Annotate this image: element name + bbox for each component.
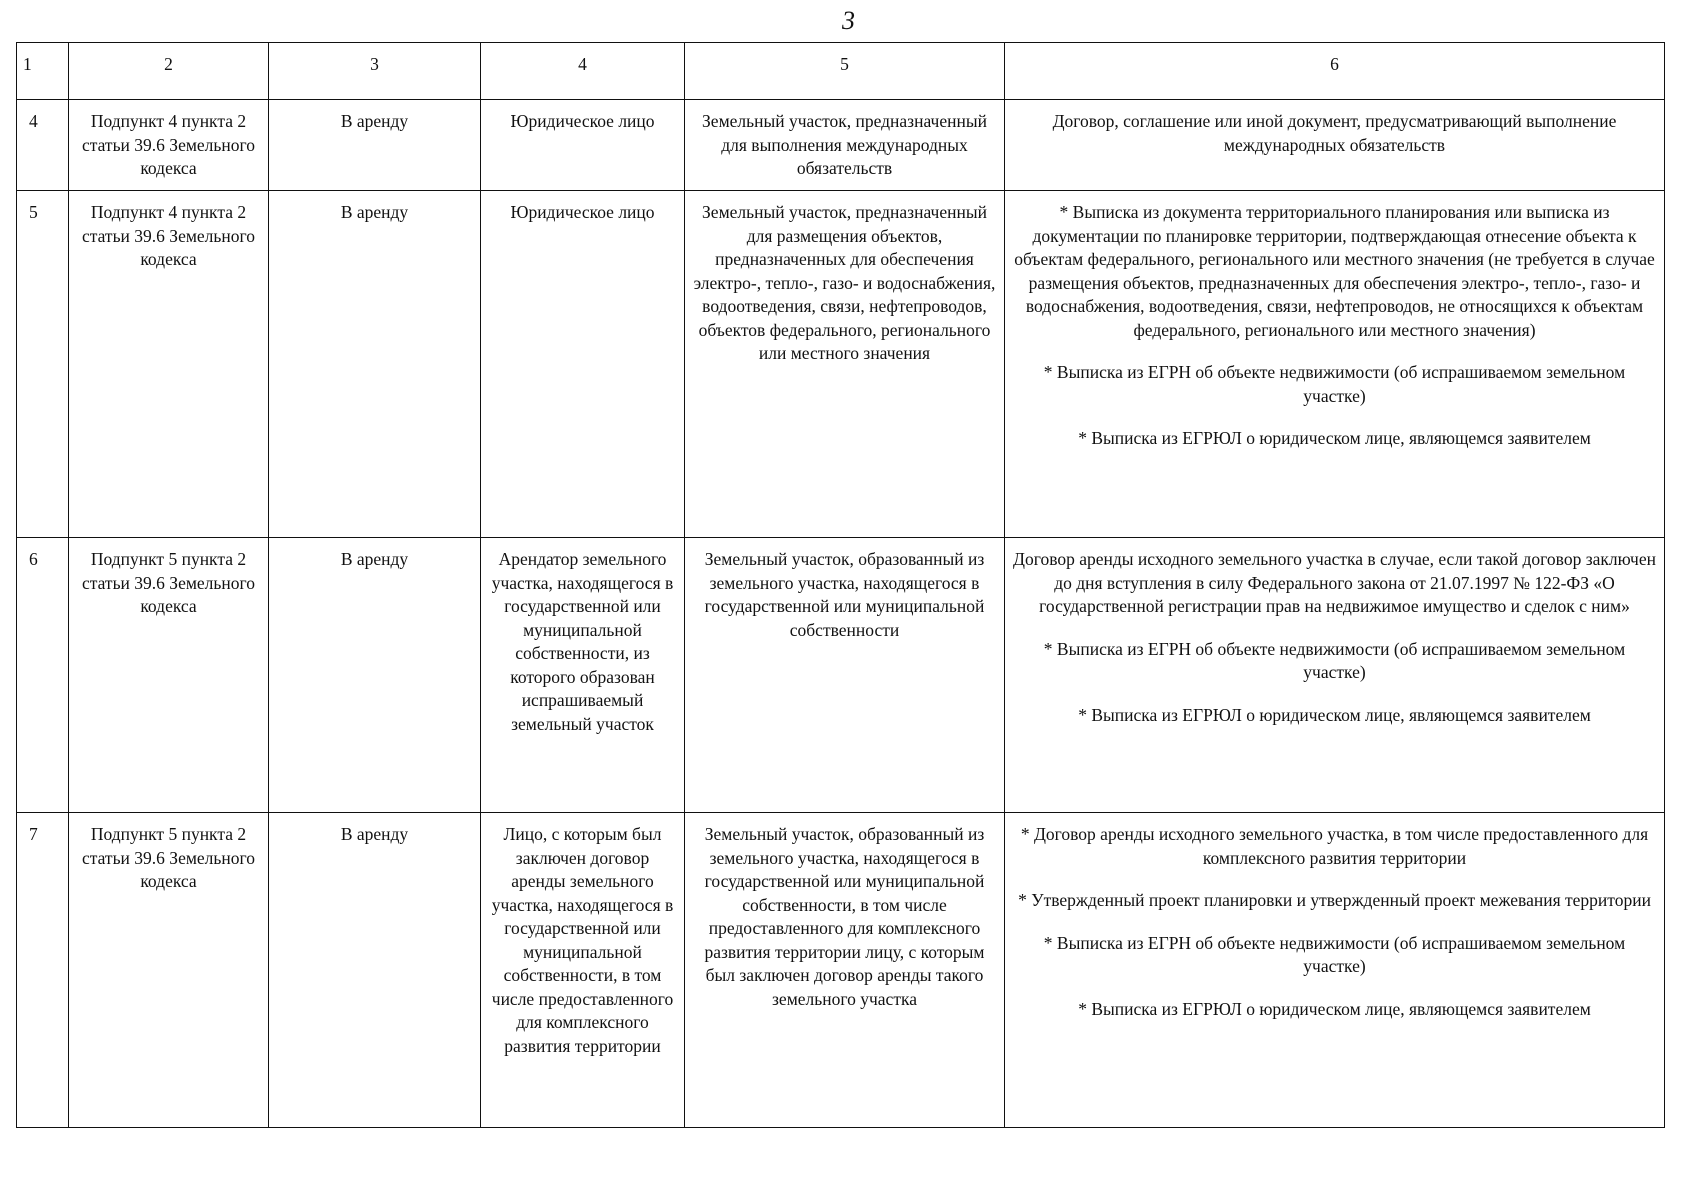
document-item: * Выписка из ЕГРЮЛ о юридическом лице, являющемся заявителем xyxy=(1078,704,1591,725)
land-plot-cell: Земельный участок, предназначенный для выполнения международных обязательств xyxy=(685,100,1005,191)
legal-basis-cell: Подпункт 5 пункта 2 статьи 39.6 Земельного кодекса xyxy=(69,538,269,813)
header-cell: 5 xyxy=(685,43,1005,100)
document-item: * Выписка из ЕГРН об объекте недвижимости (об испрашиваемом земельном участке) xyxy=(1043,362,1626,406)
document-table xyxy=(16,42,1665,1128)
document-item: Договор, соглашение или иной документ, предусматривающий выполнение международных обязательств xyxy=(1052,111,1617,155)
table-row xyxy=(17,813,1665,1128)
document-item: * Утвержденный проект планировки и утвержденный проект межевания территории xyxy=(1018,890,1651,910)
document-item: * Договор аренды исходного земельного участка, в том числе предоставленного для комплексного развития территории xyxy=(1020,824,1649,868)
page-number: 3 xyxy=(842,6,855,35)
land-plot-cell: Земельный участок, образованный из земельного участка, находящегося в государственной или муниципальной собственности, в том числе предоставленного для комплексного развития территории лицу, с которым был заключен договор аренды такого земельного участка xyxy=(685,813,1005,1128)
table-row xyxy=(17,191,1665,538)
documents-cell xyxy=(1005,191,1665,538)
provision-type-cell: В аренду xyxy=(269,191,481,538)
legal-basis-cell: Подпункт 4 пункта 2 статьи 39.6 Земельного кодекса xyxy=(69,100,269,191)
document-item: * Выписка из ЕГРН об объекте недвижимости (об испрашиваемом земельном участке) xyxy=(1043,638,1626,682)
document-item: * Выписка из ЕГРЮЛ о юридическом лице, являющемся заявителем xyxy=(1078,998,1591,1019)
table-header-row xyxy=(17,43,1665,100)
provision-type-cell: В аренду xyxy=(269,100,481,191)
header-cell: 3 xyxy=(269,43,481,100)
document-item: * Выписка из документа территориального планирования или выписка из документации по планировке территории, подтверждающая отнесение объекта к объектам федерального, регионального или местного значения (не требуется в случае размещения объектов, предназначенных для обеспечения электро-, тепло-, газо- и водоснабжения, водоотведения, связи, нефтепроводов, не относящихся к объектам федерального, регионального или местного значения) xyxy=(1014,202,1655,340)
land-plot-cell: Земельный участок, предназначенный для размещения объектов, предназначенных для обеспечения электро-, тепло-, газо- и водоснабжения, водоотведения, связи, нефтепроводов, объектов федерального, регионального или местного значения xyxy=(685,191,1005,538)
row-number: 4 xyxy=(17,100,69,191)
header-cell: 6 xyxy=(1005,43,1665,100)
header-cell: 1 xyxy=(17,43,69,100)
applicant-cell: Лицо, с которым был заключен договор аренды земельного участка, находящегося в государственной или муниципальной собственности, в том числе предоставленного для комплексного развития территории xyxy=(481,813,685,1128)
applicant-cell: Юридическое лицо xyxy=(481,191,685,538)
row-number: 6 xyxy=(17,538,69,813)
table-row xyxy=(17,100,1665,191)
documents-cell xyxy=(1005,100,1665,191)
provision-type-cell: В аренду xyxy=(269,813,481,1128)
row-number: 5 xyxy=(17,191,69,538)
applicant-cell: Юридическое лицо xyxy=(481,100,685,191)
provision-type-cell: В аренду xyxy=(269,538,481,813)
table-row xyxy=(17,538,1665,813)
documents-cell xyxy=(1005,538,1665,813)
document-item: * Выписка из ЕГРН об объекте недвижимости (об испрашиваемом земельном участке) xyxy=(1043,932,1626,976)
legal-basis-cell: Подпункт 4 пункта 2 статьи 39.6 Земельного кодекса xyxy=(69,191,269,538)
documents-cell xyxy=(1005,813,1665,1128)
document-item: Договор аренды исходного земельного участка в случае, если такой договор заключен до дня вступления в силу Федерального закона от 21.07.1997 № 122-ФЗ «О государственной регистрации прав на недвижимое имущество и сделок с ним» xyxy=(1013,549,1656,616)
land-plot-cell: Земельный участок, образованный из земельного участка, находящегося в государственной или муниципальной собственности xyxy=(685,538,1005,813)
header-cell: 2 xyxy=(69,43,269,100)
row-number: 7 xyxy=(17,813,69,1128)
document-item: * Выписка из ЕГРЮЛ о юридическом лице, являющемся заявителем xyxy=(1078,428,1591,448)
applicant-cell: Арендатор земельного участка, находящегося в государственной или муниципальной собственности, из которого образован испрашиваемый земельный участок xyxy=(481,538,685,813)
legal-basis-cell: Подпункт 5 пункта 2 статьи 39.6 Земельного кодекса xyxy=(69,813,269,1128)
header-cell: 4 xyxy=(481,43,685,100)
